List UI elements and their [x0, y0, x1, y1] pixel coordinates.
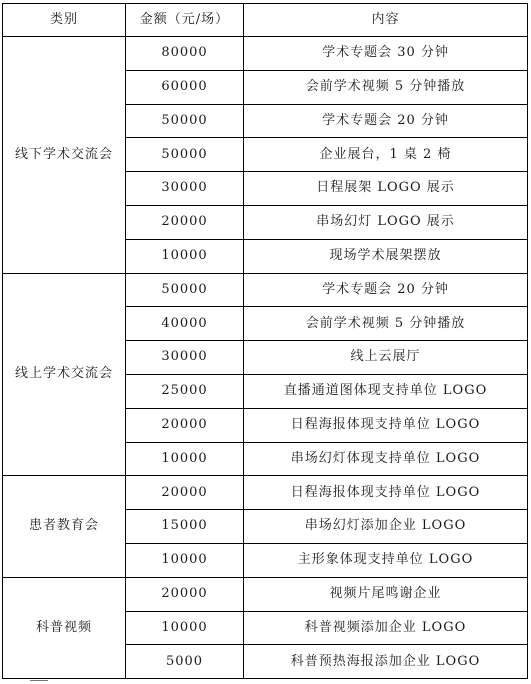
- category-cell: 线下学术交流会: [3, 37, 126, 274]
- header-row: [3, 4, 528, 37]
- amount-cell: 50000: [126, 273, 244, 307]
- content-cell: 科普视频添加企业 LOGO: [244, 611, 528, 645]
- content-cell: 日程展架 LOGO 展示: [244, 172, 528, 206]
- content-cell: 会前学术视频 5 分钟播放: [244, 70, 528, 104]
- category-cell: 线上学术交流会: [3, 273, 126, 476]
- content-cell: 主形象体现支持单位 LOGO: [244, 543, 528, 577]
- amount-cell: 50000: [126, 138, 244, 172]
- header-content: 内容: [244, 4, 528, 37]
- amount-cell: 20000: [126, 577, 244, 611]
- table-row: [3, 476, 528, 510]
- table-body: [3, 37, 528, 679]
- amount-cell: 30000: [126, 341, 244, 375]
- content-cell: 现场学术展架摆放: [244, 239, 528, 273]
- content-cell: 串场幻灯添加企业 LOGO: [244, 510, 528, 544]
- table-header: [3, 4, 528, 37]
- content-cell: 视频片尾鸣谢企业: [244, 577, 528, 611]
- content-cell: 会前学术视频 5 分钟播放: [244, 307, 528, 341]
- content-cell: 串场幻灯 LOGO 展示: [244, 205, 528, 239]
- content-cell: 企业展台，1 桌 2 椅: [244, 138, 528, 172]
- amount-cell: 20000: [126, 408, 244, 442]
- amount-cell: 10000: [126, 442, 244, 476]
- amount-cell: 30000: [126, 172, 244, 206]
- table-row: [3, 37, 528, 71]
- content-cell: 学术专题会 20 分钟: [244, 273, 528, 307]
- sponsorship-table: [2, 3, 528, 679]
- content-cell: 学术专题会 20 分钟: [244, 104, 528, 138]
- amount-cell: 50000: [126, 104, 244, 138]
- amount-cell: 10000: [126, 543, 244, 577]
- content-cell: 线上云展厅: [244, 341, 528, 375]
- amount-cell: 15000: [126, 510, 244, 544]
- header-category: 类别: [3, 4, 126, 37]
- amount-cell: 10000: [126, 239, 244, 273]
- content-cell: 科普预热海报添加企业 LOGO: [244, 645, 528, 679]
- amount-cell: 80000: [126, 37, 244, 71]
- amount-cell: 20000: [126, 476, 244, 510]
- content-cell: 直播通道图体现支持单位 LOGO: [244, 374, 528, 408]
- page-edge-mark: [30, 680, 48, 682]
- amount-cell: 40000: [126, 307, 244, 341]
- content-cell: 串场幻灯体现支持单位 LOGO: [244, 442, 528, 476]
- amount-cell: 25000: [126, 374, 244, 408]
- category-cell: 科普视频: [3, 577, 126, 678]
- content-cell: 学术专题会 30 分钟: [244, 37, 528, 71]
- amount-cell: 10000: [126, 611, 244, 645]
- table-row: [3, 273, 528, 307]
- amount-cell: 60000: [126, 70, 244, 104]
- content-cell: 日程海报体现支持单位 LOGO: [244, 476, 528, 510]
- amount-cell: 20000: [126, 205, 244, 239]
- amount-cell: 5000: [126, 645, 244, 679]
- table-row: [3, 577, 528, 611]
- header-amount: 金额（元/场）: [126, 4, 244, 37]
- content-cell: 日程海报体现支持单位 LOGO: [244, 408, 528, 442]
- category-cell: 患者教育会: [3, 476, 126, 577]
